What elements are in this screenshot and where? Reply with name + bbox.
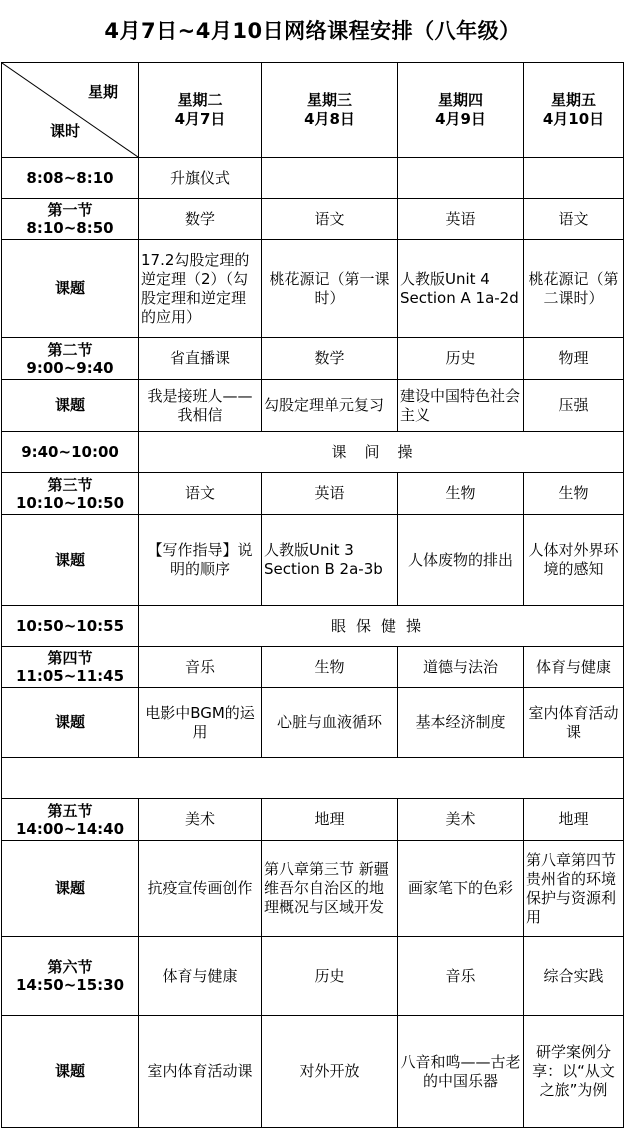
time-cell: 10:50~10:55	[2, 606, 139, 647]
empty-cell	[398, 158, 524, 199]
period-cell	[2, 937, 139, 1016]
subject-cell: 体育与健康	[524, 647, 624, 688]
topic-cell: 人教版Unit 4 Section A 1a-2d	[398, 240, 524, 338]
topic-label: 课题	[2, 1016, 139, 1128]
period-name: 第一节	[47, 201, 93, 219]
subject-cell: 英语	[262, 473, 398, 515]
period-name: 第三节	[47, 475, 93, 494]
flag-row	[2, 158, 624, 199]
topic-cell: 画家笔下的色彩	[398, 841, 524, 937]
break2-row	[2, 606, 624, 647]
header-row	[2, 63, 624, 158]
topic-cell: 人体废物的排出	[398, 515, 524, 606]
topic-cell: 心脏与血液循环	[262, 688, 398, 758]
period-time: 14:00~14:40	[15, 819, 125, 838]
topic-cell: 室内体育活动课	[524, 688, 624, 758]
day-header-fri	[524, 63, 624, 158]
topic-cell: 对外开放	[262, 1016, 398, 1128]
empty-cell	[262, 158, 398, 199]
period4-row	[2, 647, 624, 688]
period-cell	[2, 799, 139, 841]
subject-cell: 历史	[262, 937, 398, 1016]
period3-row	[2, 473, 624, 515]
date-label: 4月8日	[304, 110, 355, 128]
date-label: 4月9日	[435, 110, 486, 128]
gap-cell	[2, 758, 624, 799]
topic-label: 课题	[2, 515, 139, 606]
subject-cell: 语文	[524, 199, 624, 240]
period-time: 10:10~10:50	[15, 493, 125, 512]
period-cell	[2, 199, 139, 240]
subject-cell: 语文	[262, 199, 398, 240]
topic-cell: 我是接班人——我相信	[139, 380, 262, 432]
subject-cell: 数学	[262, 338, 398, 380]
corner-day-label: 星期	[87, 83, 118, 101]
topic-label: 课题	[2, 688, 139, 758]
topic-label: 课题	[2, 380, 139, 432]
corner-period-label: 课时	[50, 122, 81, 140]
weekday-label: 星期三	[306, 91, 352, 109]
subject-cell: 体育与健康	[139, 937, 262, 1016]
topic-cell: 17.2勾股定理的逆定理（2）（勾股定理和逆定理的应用）	[139, 240, 262, 338]
subject-cell: 生物	[398, 473, 524, 515]
period2-row	[2, 338, 624, 380]
period-time: 8:10~8:50	[26, 219, 114, 237]
diagonal-divider	[2, 63, 138, 157]
period1-row	[2, 199, 624, 240]
weekday-label: 星期二	[177, 91, 223, 109]
weekday-label: 星期五	[550, 91, 596, 109]
time-cell: 9:40~10:00	[2, 432, 139, 473]
subject-cell: 物理	[524, 338, 624, 380]
subject-cell: 美术	[398, 799, 524, 841]
period-name: 第四节	[47, 649, 93, 667]
activity-cell: 升旗仪式	[139, 158, 262, 199]
period-name: 第六节	[47, 958, 93, 976]
period-cell	[2, 473, 139, 515]
topic-cell: 压强	[524, 380, 624, 432]
topic-cell: 抗疫宣传画创作	[139, 841, 262, 937]
schedule-table	[1, 62, 624, 1128]
corner-cell	[2, 63, 139, 158]
topic-cell: 建设中国特色社会主义	[398, 380, 524, 432]
topic-cell: 桃花源记（第二课时）	[524, 240, 624, 338]
period-time: 9:00~9:40	[26, 358, 114, 377]
day-header-wed	[262, 63, 398, 158]
period-time: 14:50~15:30	[15, 976, 125, 994]
subject-cell: 地理	[262, 799, 398, 841]
subject-cell: 语文	[139, 473, 262, 515]
period-cell	[2, 338, 139, 380]
activity-cell: 眼保健操	[139, 606, 624, 647]
empty-cell	[524, 158, 624, 199]
topic-label: 课题	[2, 841, 139, 937]
page-title: 4月7日~4月10日网络课程安排（八年级）	[104, 19, 521, 43]
day-header-tue	[139, 63, 262, 158]
period6-topic-row	[2, 1016, 624, 1128]
weekday-label: 星期四	[437, 91, 483, 109]
period-name: 第五节	[47, 801, 93, 820]
day-header-thu	[398, 63, 524, 158]
break1-row	[2, 432, 624, 473]
topic-cell: 桃花源记（第一课时）	[262, 240, 398, 338]
topic-cell: 室内体育活动课	[139, 1016, 262, 1128]
subject-cell: 省直播课	[139, 338, 262, 380]
date-label: 4月10日	[542, 110, 605, 128]
period6-row	[2, 937, 624, 1016]
period-cell	[2, 647, 139, 688]
time-cell: 8:08~8:10	[2, 158, 139, 199]
topic-cell: 勾股定理单元复习	[262, 380, 398, 432]
period2-topic-row	[2, 380, 624, 432]
subject-cell: 美术	[139, 799, 262, 841]
period-name: 第二节	[47, 340, 93, 359]
subject-cell: 道德与法治	[398, 647, 524, 688]
topic-cell: 第八章第三节 新疆维吾尔自治区的地理概况与区域开发	[262, 841, 398, 937]
topic-cell: 八音和鸣——古老的中国乐器	[398, 1016, 524, 1128]
topic-label: 课题	[2, 240, 139, 338]
lunch-gap-row	[2, 758, 624, 799]
date-label: 4月7日	[174, 110, 226, 128]
topic-cell: 第八章第四节 贵州省的环境保护与资源利用	[524, 841, 624, 937]
topic-cell: 【写作指导】说明的顺序	[139, 515, 262, 606]
period5-topic-row	[2, 841, 624, 937]
period3-topic-row	[2, 515, 624, 606]
subject-cell: 综合实践	[524, 937, 624, 1016]
topic-cell: 人体对外界环境的感知	[524, 515, 624, 606]
subject-cell: 地理	[524, 799, 624, 841]
activity-cell: 课间操	[139, 432, 624, 473]
subject-cell: 数学	[139, 199, 262, 240]
subject-cell: 生物	[524, 473, 624, 515]
period4-topic-row	[2, 688, 624, 758]
subject-cell: 历史	[398, 338, 524, 380]
subject-cell: 生物	[262, 647, 398, 688]
period1-topic-row	[2, 240, 624, 338]
subject-cell: 英语	[398, 199, 524, 240]
topic-cell: 研学案例分享：以“从文之旅”为例	[524, 1016, 624, 1128]
period5-row	[2, 799, 624, 841]
subject-cell: 音乐	[139, 647, 262, 688]
period-time: 11:05~11:45	[15, 667, 125, 685]
subject-cell: 音乐	[398, 937, 524, 1016]
topic-cell: 人教版Unit 3 Section B 2a-3b	[262, 515, 398, 606]
topic-cell: 基本经济制度	[398, 688, 524, 758]
topic-cell: 电影中BGM的运用	[139, 688, 262, 758]
